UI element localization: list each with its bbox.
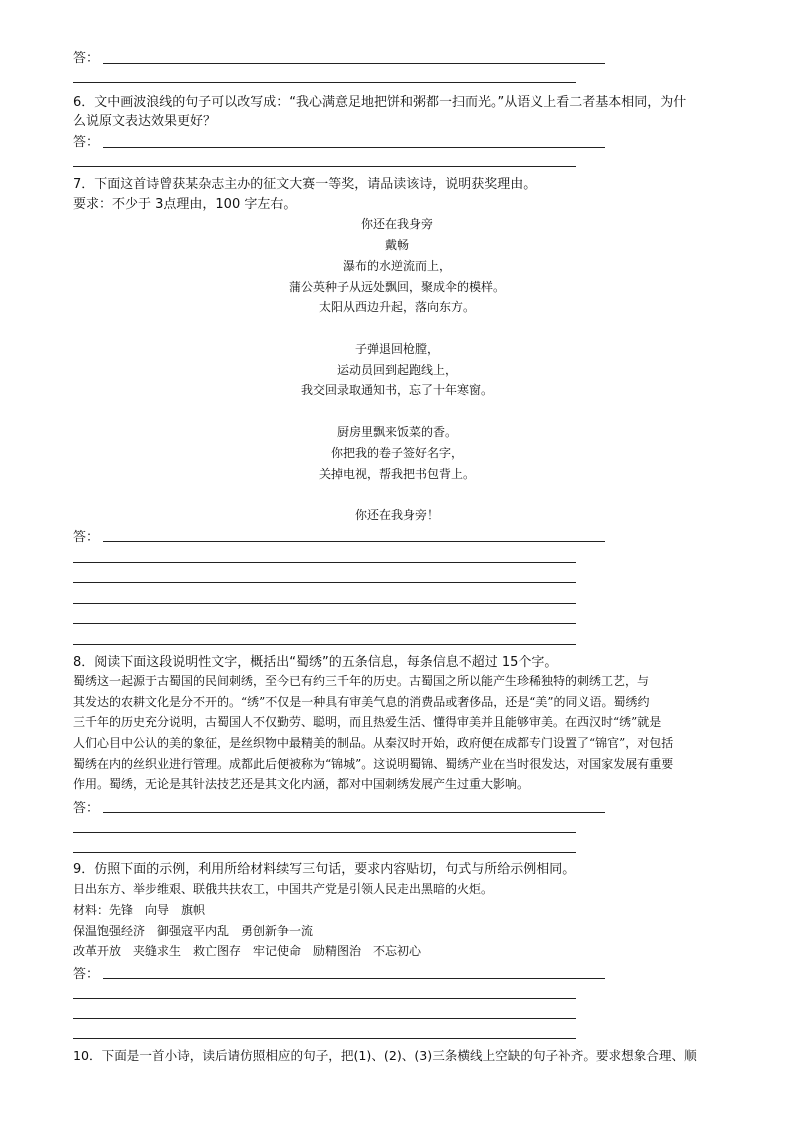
poem-line: 我交回录取通知书，忘了十年寒窗。: [300, 383, 493, 397]
answer-line[interactable]: [73, 1018, 576, 1019]
answer-line[interactable]: [73, 603, 576, 604]
answer-line[interactable]: [73, 832, 576, 833]
question-6-text-cont: 么说原文表达效果更好？: [73, 114, 217, 129]
answer-label: 答：: [73, 530, 100, 545]
answer-line[interactable]: [103, 147, 605, 148]
answer-line[interactable]: [73, 1038, 576, 1039]
poem-line: 厨房里飘来饭菜的香。: [336, 425, 457, 439]
answer-label: 答：: [73, 967, 100, 982]
answer-line[interactable]: [73, 562, 576, 563]
passage-line: 其发达的农耕文化是分不开的。“绣”不仅是一种具有审美气息的消费品或奢侈品，还是“美”的同义语。蜀绣约: [73, 695, 650, 709]
answer-label: 答：: [73, 801, 100, 816]
question-7-requirement: 要求：不少于 3点理由，100 字左右。: [73, 197, 297, 212]
word-list: 改革开放 夹缝求生 救亡图存 牢记使命 励精图治 不忘初心: [73, 944, 422, 958]
poem-author: 戴畅: [384, 238, 409, 252]
question-6-text: 6．文中画波浪线的句子可以改写成：“我心满意足地把饼和粥都一扫而光。”从语义上看二者基本相同，为什: [73, 95, 687, 110]
question-10-text: 10．下面是一首小诗，读后请仿照相应的句子，把(1)、(2)、(3)三条横线上空缺的句子补齐。要求想象合理、顺: [73, 1048, 697, 1063]
answer-line[interactable]: [73, 998, 576, 999]
answer-line[interactable]: [103, 978, 605, 979]
material-list: 材料：先锋 向导 旗帜: [73, 903, 206, 917]
poem-line: 关掉电视，帮我把书包背上。: [318, 467, 475, 481]
answer-line[interactable]: [103, 541, 605, 542]
question-7-text: 7．下面这首诗曾获某杂志主办的征文大赛一等奖，请品读该诗，说明获奖理由。: [73, 177, 537, 192]
passage-line: 蜀绣在内的丝织业进行管理。成都此后便被称为“锦城”。这说明蜀锦、蜀绣产业在当时很发达，对国家发展有重要: [73, 757, 674, 771]
question-9-text: 9．仿照下面的示例，利用所给材料续写三句话，要求内容贴切，句式与所给示例相同。: [73, 862, 576, 877]
answer-line[interactable]: [73, 623, 576, 624]
answer-label: 答：: [73, 51, 100, 66]
poem-line: 你把我的卷子签好名字，: [330, 446, 463, 460]
poem-line: 子弹退回枪膛，: [354, 342, 439, 356]
answer-line[interactable]: [73, 82, 576, 83]
poem-line: 蒲公英种子从远处飘回，聚成伞的模样。: [288, 280, 505, 294]
poem-line: 你还在我身旁！: [354, 508, 439, 522]
answer-line[interactable]: [103, 63, 605, 64]
answer-line[interactable]: [103, 812, 605, 813]
question-8-text: 8．阅读下面这段说明性文字，概括出“蜀绣”的五条信息，每条信息不超过 15个字。: [73, 655, 558, 670]
passage-line: 作用。蜀绣，无论是其针法技艺还是其文化内涵，都对中国刺绣发展产生过重大影响。: [73, 777, 530, 791]
passage-line: 三千年的历史充分说明，古蜀国人不仅勤劳、聪明，而且热爱生活、懂得审美并且能够审美。在西汉时“绣”就是: [73, 715, 662, 729]
answer-line[interactable]: [73, 852, 576, 853]
answer-label: 答：: [73, 135, 100, 150]
answer-line[interactable]: [73, 166, 576, 167]
passage-line: 人们心目中公认的美的象征，是丝织物中最精美的制品。从秦汉时开始，政府便在成都专门设置了“锦官”，对包括: [73, 736, 674, 750]
poem-line: 瀑布的水逆流而上，: [342, 259, 451, 273]
poem-title: 你还在我身旁: [360, 217, 433, 231]
example-sentence: 日出东方、举步维艰、联俄共扶农工，中国共产党是引领人民走出黑暗的火炬。: [73, 882, 494, 896]
answer-line[interactable]: [73, 582, 576, 583]
poem-line: 太阳从西边升起，落向东方。: [318, 300, 475, 314]
passage-line: 蜀绣这一起源于古蜀国的民间刺绣，至今已有约三千年的历史。古蜀国之所以能产生珍稀独特的刺绣工艺，与: [73, 674, 650, 688]
poem-line: 运动员回到起跑线上，: [336, 363, 457, 377]
word-list: 保温饱强经济 御强寇平内乱 勇创新争一流: [73, 924, 314, 938]
answer-line[interactable]: [73, 644, 576, 645]
